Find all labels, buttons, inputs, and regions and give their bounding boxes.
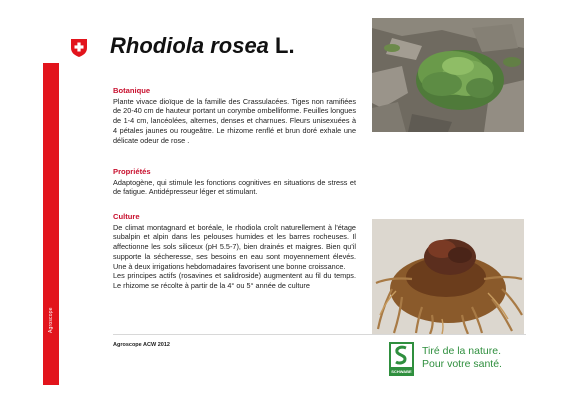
species-author: L. bbox=[275, 33, 295, 58]
section-heading: Botanique bbox=[113, 86, 151, 95]
schwabe-logo bbox=[389, 342, 414, 376]
slogan-line-2: Pour votre santé. bbox=[422, 358, 502, 370]
section-body: Les principes actifs (rosavines et salidroside) augmentent au fil du temps. Le rhizome se récolte à partir de la 4° ou 5° année de culture bbox=[113, 271, 356, 290]
section-heading: Propriétés bbox=[113, 167, 151, 176]
section-body: Adaptogène, qui stimule les fonctions cognitives en situations de stress et de fatigue. Antidépresseur léger et stimulant. bbox=[113, 177, 356, 197]
schwabe-logo-text: SCHWABE bbox=[391, 369, 412, 374]
page-title bbox=[110, 33, 295, 59]
swiss-shield-icon bbox=[71, 39, 87, 57]
footer-divider bbox=[113, 334, 526, 335]
section-botanique bbox=[113, 86, 356, 145]
sidebar-label: Agroscope bbox=[48, 307, 54, 333]
species-name: Rhodiola rosea bbox=[110, 33, 269, 58]
footer-note: Agroscope ACW 2012 bbox=[113, 342, 170, 348]
slogan-line-1: Tiré de la nature. bbox=[422, 345, 501, 357]
plant-photo bbox=[372, 18, 524, 132]
section-culture bbox=[113, 212, 356, 291]
rhizome-photo bbox=[372, 219, 524, 334]
section-heading: Culture bbox=[113, 212, 140, 221]
section-body: De climat montagnard et boréale, le rhodiola croît naturellement à l'étage subalpin et alpin dans les pelouses humides et les barres rocheuses. Il affectionne les sols siliceux (pH 5.5-7), bien drainés et maigres. Bien qu'il supporte la sécheresse, ses besoins en eau sont moyennement élevés. Une à deux irrigations hebdomadaires favorisent une bonne croissance. bbox=[113, 222, 356, 271]
brand-slogan bbox=[422, 345, 502, 371]
section-body: Plante vivace dioïque de la famille des Crassulacées. Tiges non ramifiées de 20-40 cm de hauteur portant un corymbe ombelliforme. Feuilles longues de 1-4 cm, lancéolées, alternes, denses et charnues. Fleurs unisexuées à 4 pétales jaunes ou rougeâtre. Le rhizome renflé et brun doré exhale une délicate odeur de rose . bbox=[113, 96, 356, 145]
section-proprietes bbox=[113, 167, 356, 197]
